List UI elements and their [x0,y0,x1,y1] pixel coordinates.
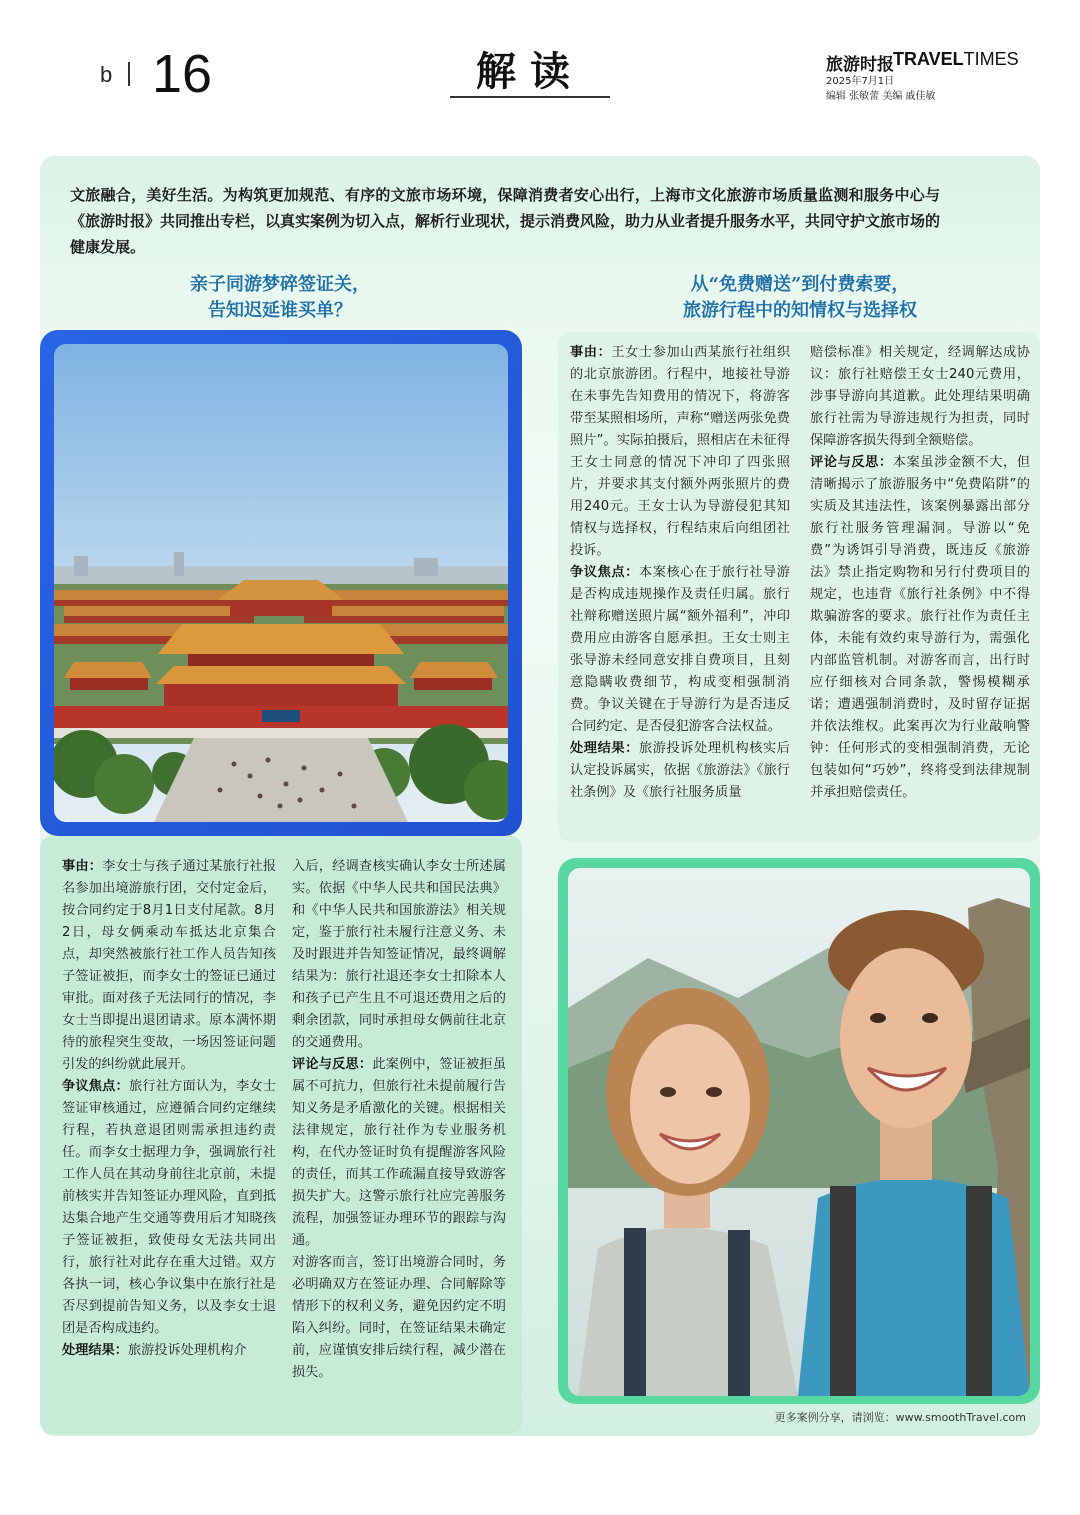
editors-credit: 编辑 张敏蕾 美编 戚佳敏 [826,91,936,102]
case1-text-cause: 李女士与孩子通过某旅行社报名参加出境游旅行团，交付定金后，按合同约定于8月1日支付尾款。8月2日，母女俩乘动车抵达北京集合点，却突然被旅行社工作人员告知孩子签证被拒，而李女士的签证已通过审批。面对孩子无法同行的情况，李女士当即提出退团请求。原本满怀期待的旅程突生变故，一场因签证问题引发的纠纷就此展开。 [62,859,277,1072]
case2-text-result-cont: 赔偿标准》相关规定，经调解达成协议：旅行社赔偿王女士240元费用，涉事导游向其道歉。此处理结果明确旅行社需为导游违规行为担责，同时保障游客损失得到全额赔偿。 [810,345,1030,448]
case2-text-review: 本案虽涉金额不大，但清晰揭示了旅游服务中“免费陷阱”的实质及其违法性，该案例暴露出部分旅行社服务管理漏洞。导游以“免费”为诱饵引导消费，既违反《旅游法》禁止指定购物和另行付费项目的规定，也违背《旅行社条例》中不得欺骗游客的要求。旅行社作为责任主体，未能有效约束导游行为，需强化内部监管机制。对游客而言，出行时应仔细核对合同条款，警惕模糊承诺；遭遇强制消费时，及时留存证据并依法维权。此案再次为行业敲响警钟：任何形式的变相强制消费，无论包装如何“巧妙”，终将受到法律规制并承担赔偿责任。 [810,455,1031,800]
case2-para-dispute [570,562,790,738]
more-cases-footnote: 更多案例分享，请浏览：www.smoothTravel.com [774,1411,1026,1424]
page-number: 16 [152,44,213,104]
case1-para-advice [292,1252,506,1384]
case2-label-review: 评论与反思： [810,455,893,470]
page-letter: b [100,62,113,87]
case2-para-cause [570,342,790,562]
masthead-chinese: 旅游时报 [826,55,894,75]
case1-para-result-cont [292,856,506,1054]
case1-para-cause [62,856,276,1076]
forbidden-city-photo [54,344,508,822]
masthead-english [893,49,1019,70]
travelers-selfie-photo [568,868,1030,1396]
case2-label-result: 处理结果： [570,741,639,756]
case1-label-review: 评论与反思： [292,1057,373,1072]
case1-para-dispute [62,1076,276,1340]
case2-para-result-cont [810,342,1030,452]
case2-para-result [570,738,790,804]
case2-text-dispute: 本案核心在于旅行社导游是否构成违规操作及责任归属。旅行社辩称赠送照片属“额外福利”，冲印费用应由游客自愿承担。王女士则主张导游未经同意安排自费项目，且刻意隐瞒收费细节，构成变相强制消费。争议关键在于导游行为是否违反合同约定、是否侵犯游客合法权益。 [570,565,790,734]
case2-para-review [810,452,1030,804]
case1-headline-line1: 亲子同游梦碎签证关， [190,274,370,295]
case1-text-dispute: 旅行社方面认为，李女士签证审核通过，应遵循合同约定继续行程，若执意退团则需承担违约责任。而李女士据理力争，强调旅行社工作人员在其动身前往北京前，未提前核实并告知签证办理风险，直到抵达集合地产生交通等费用后才知晓孩子签证被拒，致使母女无法共同出行，旅行社对此存在重大过错。双方各执一词，核心争议集中在旅行社是否尽到提前告知义务，以及李女士退团是否构成违约。 [62,1079,276,1336]
case1-text-result: 旅游投诉处理机构介 [127,1343,247,1358]
case1-headline-line2: 告知迟延谁买单？ [208,300,352,321]
case2-text-column-2 [810,342,1030,804]
case2-label-cause: 事由： [570,345,612,360]
case1-headline [150,272,410,324]
case1-label-cause: 事由： [62,859,103,874]
case1-para-review [292,1054,506,1252]
masthead-english-rest: TIMES [963,49,1019,69]
section-title-underline [450,96,610,98]
page-number-divider [128,62,130,86]
case1-text-column-2 [292,856,506,1384]
case2-text-cause: 王女士参加山西某旅行社组织的北京旅游团。行程中，地接社导游在未事先告知费用的情况下，将游客带至某照相场所，声称“赠送两张免费照片”。实际拍摄后，照相店在未征得王女士同意的情况下冲印了四张照片，并要求其支付额外两张照片的费用240元。王女士认为导游侵犯其知情权与选择权，行程结束后向组团社投诉。 [570,345,791,558]
issue-date: 2025年7月1日 [826,76,895,87]
section-title: 解读 [476,48,584,95]
case1-text-review: 此案例中，签证被拒虽属不可抗力，但旅行社未提前履行告知义务是矛盾激化的关键。根据相关法律规定，旅行社作为专业服务机构，在代办签证时负有提醒游客风险的责任，而其工作疏漏直接导致游客损失扩大。这警示旅行社应完善服务流程，加强签证办理环节的跟踪与沟通。 [292,1057,507,1248]
case1-para-result [62,1340,276,1362]
case1-label-result: 处理结果： [62,1343,128,1358]
case1-text-advice: 对游客而言，签订出境游合同时，务必明确双方在签证办理、合同解除等情形下的权利义务，避免因约定不明陷入纠纷。同时，在签证结果未确定前，应谨慎安排后续行程，减少潜在损失。 [292,1255,506,1380]
case2-label-dispute: 争议焦点： [570,565,639,580]
masthead-english-bold: TRAVEL [893,49,964,69]
case2-text-result: 旅游投诉处理机构核实后认定投诉属实，依据《旅游法》《旅行社条例》及《旅行社服务质量 [570,741,790,800]
case1-label-dispute: 争议焦点： [62,1079,129,1094]
case1-text-column-1 [62,856,276,1362]
case2-headline-line1: 从“免费赠送”到付费索要， [690,274,910,295]
case1-text-result-cont: 入后，经调查核实确认李女士所述属实。依据《中华人民共和国民法典》和《中华人民共和国旅游法》相关规定，鉴于旅行社未履行注意义务、未及时跟进并告知签证情况，最终调解结果为：旅行社退还李女士扣除本人和孩子已产生且不可退还费用之后的剩余团款，同时承担母女俩前往北京的交通费用。 [292,859,506,1050]
column-intro: 文旅融合，美好生活。为构筑更加规范、有序的文旅市场环境，保障消费者安心出行，上海市文化旅游市场质量监测和服务中心与《旅游时报》共同推出专栏，以真实案例为切入点，解析行业现状，提示消费风险，助力从业者提升服务水平，共同守护文旅市场的健康发展。 [70,186,941,256]
case2-text-column-1 [570,342,790,804]
case2-headline-line2: 旅游行程中的知情权与选择权 [683,300,917,321]
case2-headline [610,272,990,324]
